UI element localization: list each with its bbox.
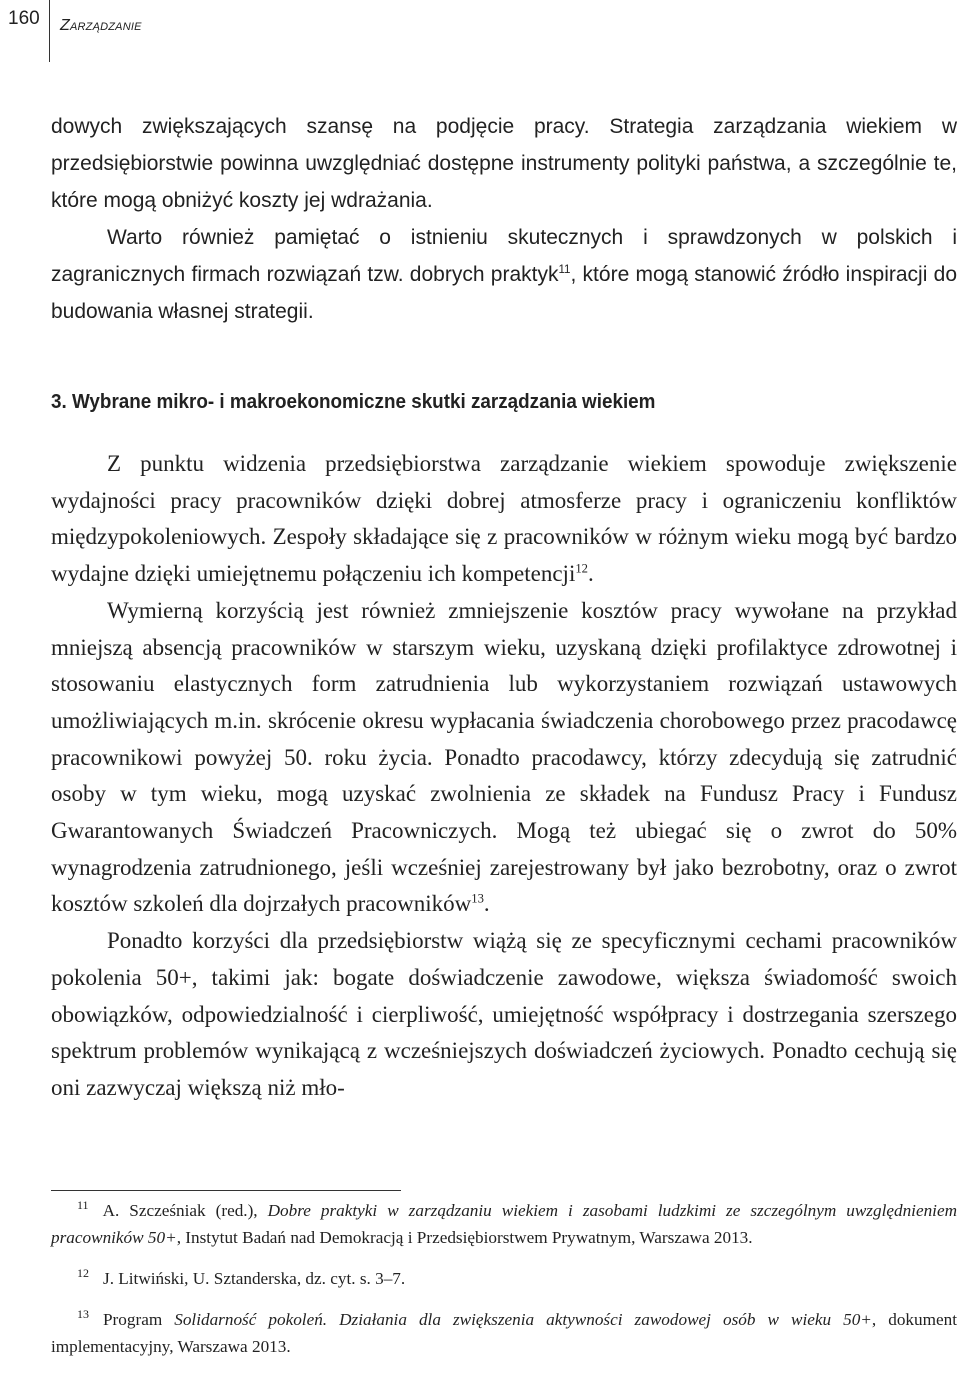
footnote-ref-13: 13: [471, 891, 484, 906]
intro-block: [51, 108, 957, 330]
intro-paragraph-2-text: Warto również pamiętać o istnieniu skutecznych i sprawdzonych w polskich i zagranicznych firmach rozwiązań tzw. dobrych praktyk: [51, 226, 957, 286]
section-paragraph-2-tail: .: [483, 891, 490, 917]
section-body: [51, 446, 957, 1107]
footnote-11: [51, 1197, 957, 1251]
intro-paragraph-1: dowych zwiększających szansę na podjęcie pracy. Strategia zarządzania wiekiem w przedsiębiorstwie powinna uwzględniać dostępne instrumenty polityki państwa, a szczególnie te, które mogą obniżyć koszty jej wdrażania.: [51, 115, 957, 212]
section-paragraph-2-text: Wymierną korzyścią jest również zmniejszenie kosztów pracy wywołane na przykład mniejszą absencją pracowników w starszym wieku, uzyskaną dzięki profilaktyce zdrowotnej i stosowaniu elastycznych form zatrudnienia lub wykorzystaniem rozwiązań ustawowych umożliwiających m.in. skrócenie okresu wypłacania świadczenia chorobowego przez pracodawcę pracownikowi powyżej 50. roku życia. Ponadto pracodawcy, którzy zdecydują się zatrudnić osoby w tym wieku, mogą uzyskać zwolnienia ze składek na Fundusz Pracy i Fundusz Gwarantowanych Świadczeń Pracowniczych. Mogą też ubiegać się o zwrot do 50% wynagrodzenia zatrudnionego, jeśli wcześniej zarejestrowany był jako bezrobotny, oraz o zwrot kosztów szkoleń dla dojrzałych pracowników: [51, 597, 957, 917]
running-head: Zarządzanie: [60, 17, 142, 34]
footnote-divider: [51, 1190, 401, 1191]
footnote-text-tail: , Instytut Badań nad Demokracją i Przedsiębiorstwem Prywatnym, Warszawa 2013.: [176, 1228, 753, 1247]
section-paragraph-1: [51, 446, 957, 593]
footnote-text-tail: , dokument implementacyjny, Warszawa 2013.: [51, 1310, 957, 1356]
footnote-13: [51, 1306, 957, 1360]
footnotes: [51, 1197, 957, 1374]
footnote-title: Solidarność pokoleń. Działania dla zwiększenia aktywności zawodowej osób w wieku 50+: [174, 1310, 872, 1329]
footnote-12: [51, 1265, 957, 1292]
footnote-ref-12: 12: [575, 561, 588, 576]
footnote-number: 12: [77, 1266, 89, 1281]
footnote-text: Program: [103, 1310, 175, 1329]
footnote-ref-11: 11: [558, 264, 571, 276]
section-paragraph-2: [51, 593, 957, 923]
intro-paragraph-2-tail: , które mogą stanowić źródło inspiracji do budowania własnej strategii.: [51, 263, 957, 323]
footnote-title: Dobre praktyki w zarządzaniu wiekiem i zasobami ludzkimi ze szczególnym uwzględnieniem pracowników 50+: [51, 1201, 957, 1247]
footnote-number: 11: [77, 1198, 89, 1213]
footnote-text: A. Szcześniak (red.),: [102, 1201, 268, 1220]
page-number: 160: [8, 8, 40, 29]
section-paragraph-1-text: Z punktu widzenia przedsiębiorstwa zarządzanie wiekiem spowoduje zwiększenie wydajności pracy pracowników dzięki dobrej atmosferze pracy i ograniczeniu konfliktów międzypokoleniowych. Zespoły składające się z pracowników w różnym wieku mogą być bardzo wydajne dzięki umiejętnemu połączeniu ich kompetencji: [51, 451, 957, 587]
footnote-text: J. Litwiński, U. Sztanderska, dz. cyt. s. 3–7.: [103, 1269, 406, 1288]
intro-paragraph-2: [51, 219, 957, 330]
section-heading: 3. Wybrane mikro- i makroekonomiczne skutki zarządzania wiekiem: [51, 390, 656, 413]
header-divider: [49, 0, 50, 62]
section-paragraph-1-tail: .: [587, 561, 594, 587]
footnote-number: 13: [77, 1307, 89, 1322]
section-paragraph-3: Ponadto korzyści dla przedsiębiorstw wiążą się ze specyficznymi cechami pracowników pokolenia 50+, takimi jak: bogate doświadczenie zawodowe, większa świadomość swoich obowiązków, odpowiedzialność i cierpliwość, umiejętność współpracy i dostrzegania szerszego spektrum problemów wynikającą z wcześniejszych doświadczeń życiowych. Ponadto cechują się oni zazwyczaj większą niż mło-: [51, 928, 957, 1100]
